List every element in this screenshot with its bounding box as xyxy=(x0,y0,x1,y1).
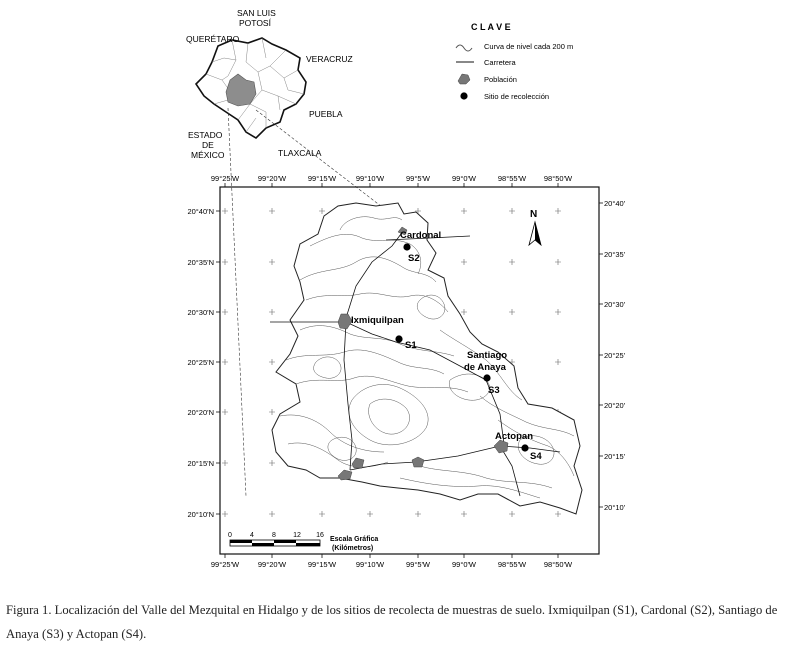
graticule-cross xyxy=(461,208,467,214)
scale-title: Escala Gráfica xyxy=(330,536,379,543)
scale-units: (Kilómetros) xyxy=(332,545,374,552)
graticule-cross xyxy=(555,359,561,365)
graticule-cross xyxy=(509,259,515,265)
site-s3-dot xyxy=(483,374,490,381)
graticule-cross xyxy=(461,309,467,315)
graticule-cross xyxy=(319,511,325,517)
graticule-cross xyxy=(269,409,275,415)
graticule-cross xyxy=(269,309,275,315)
lat-left-label: 20°20'N xyxy=(187,408,214,417)
state-label-potosi: POTOSÍ xyxy=(239,18,271,28)
graticule-cross xyxy=(509,309,515,315)
longitude-labels-top xyxy=(211,174,573,183)
lon-bottom-label: 98°55'W xyxy=(497,560,527,569)
state-label-tlaxcala: TLAXCALA xyxy=(278,148,322,158)
scale-bar xyxy=(228,532,378,552)
lat-left-label: 20°30'N xyxy=(187,308,214,317)
legend-label-site: Sitio de recolección xyxy=(484,92,550,101)
lon-bottom-label: 99°10'W xyxy=(355,560,385,569)
legend-label-contour: Curva de nivel cada 200 m xyxy=(484,42,574,51)
town-polygon-icon xyxy=(458,74,470,84)
site-label-s1: S1 xyxy=(405,340,417,351)
lon-top-label: 98°55'W xyxy=(497,174,527,183)
main-map xyxy=(187,174,625,569)
graticule-cross xyxy=(222,309,228,315)
lat-right-label: 20°10' xyxy=(604,503,626,512)
lat-left-label: 20°35'N xyxy=(187,258,214,267)
lon-top-label: 98°50'W xyxy=(543,174,573,183)
graticule-cross xyxy=(319,208,325,214)
legend-label-road: Carretera xyxy=(484,58,516,67)
graticule-cross xyxy=(461,259,467,265)
place-label-actopan: Actopan xyxy=(495,431,533,442)
graticule-cross xyxy=(555,259,561,265)
lon-bottom-label: 99°15'W xyxy=(307,560,337,569)
graticule-cross xyxy=(222,259,228,265)
graticule-cross xyxy=(509,208,515,214)
state-label-estado: ESTADO xyxy=(188,130,223,140)
state-label-de: DE xyxy=(202,140,214,150)
lon-top-label: 99°0'W xyxy=(451,174,477,183)
place-label-cardonal: Cardonal xyxy=(400,230,442,241)
lon-bottom-label: 99°20'W xyxy=(257,560,287,569)
site-label-s3: S3 xyxy=(488,385,500,396)
legend-label-town: Población xyxy=(484,75,517,84)
graticule-cross xyxy=(222,511,228,517)
north-label: N xyxy=(530,209,538,220)
graticule-cross xyxy=(222,359,228,365)
graticule-cross xyxy=(555,208,561,214)
place-label-ixmiquilpan: Ixmiquilpan xyxy=(351,315,404,326)
graticule-cross xyxy=(269,359,275,365)
legend xyxy=(456,22,573,101)
lat-left-label: 20°40'N xyxy=(187,207,214,216)
lat-right-label: 20°40' xyxy=(604,199,626,208)
lon-bottom-label: 99°0'W xyxy=(451,560,477,569)
collection-site-dot-icon xyxy=(460,92,467,99)
graticule-cross xyxy=(509,511,515,517)
graticule-cross xyxy=(269,511,275,517)
lon-bottom-label: 99°25'W xyxy=(210,560,240,569)
scale-tick-12: 12 xyxy=(293,532,301,539)
north-arrow xyxy=(529,209,541,245)
lat-right-label: 20°20' xyxy=(604,401,626,410)
place-label-de-anaya: de Anaya xyxy=(464,362,506,373)
graticule-cross xyxy=(222,409,228,415)
lat-right-label: 20°30' xyxy=(604,300,626,309)
site-label-s4: S4 xyxy=(530,451,542,462)
lon-top-label: 99°20'W xyxy=(257,174,287,183)
graticule-cross xyxy=(222,460,228,466)
graticule-cross xyxy=(269,208,275,214)
lat-left-label: 20°25'N xyxy=(187,358,214,367)
lat-right-label: 20°25' xyxy=(604,351,626,360)
longitude-labels-bottom xyxy=(211,560,573,569)
scale-tick-0: 0 xyxy=(228,532,232,539)
graticule-cross xyxy=(367,511,373,517)
place-label-santiago: Santiago xyxy=(467,350,508,361)
latitude-labels-right xyxy=(604,199,626,512)
lon-top-label: 99°10'W xyxy=(355,174,385,183)
state-label-mexico: MÉXICO xyxy=(191,150,225,160)
graticule-cross xyxy=(222,208,228,214)
lat-right-label: 20°15' xyxy=(604,452,626,461)
site-s1-dot xyxy=(395,335,402,342)
lat-right-label: 20°35' xyxy=(604,250,626,259)
graticule-cross xyxy=(555,511,561,517)
inset-connector-left xyxy=(228,108,246,496)
scale-tick-8: 8 xyxy=(272,532,276,539)
state-label-san-luis: SAN LUIS xyxy=(237,8,276,18)
state-label-queretaro: QUERÉTARO xyxy=(186,34,240,44)
graticule-cross xyxy=(269,460,275,466)
lon-bottom-label: 98°50'W xyxy=(543,560,573,569)
legend-title: C L A V E xyxy=(471,22,511,32)
site-s2-dot xyxy=(403,243,410,250)
scale-tick-4: 4 xyxy=(250,532,254,539)
site-label-s2: S2 xyxy=(408,253,420,264)
graticule-cross xyxy=(555,309,561,315)
figure-caption: Figura 1. Localización del Valle del Mezquital en Hidalgo y de los sitios de recolecta de muestras de suelo. Ixmiquilpan (S1), Cardonal (S2), Santiago de Anaya (S3) y Actopan (S4). xyxy=(6,603,778,641)
graticule-cross xyxy=(415,511,421,517)
lon-top-label: 99°25'W xyxy=(210,174,240,183)
lon-top-label: 99°5'W xyxy=(405,174,431,183)
graticule-cross xyxy=(269,259,275,265)
lat-left-label: 20°15'N xyxy=(187,459,214,468)
inset-map xyxy=(186,8,353,160)
scale-tick-16: 16 xyxy=(316,532,324,539)
lon-top-label: 99°15'W xyxy=(307,174,337,183)
graticule-cross xyxy=(461,511,467,517)
site-s4-dot xyxy=(521,444,528,451)
valley-outline xyxy=(272,203,582,514)
latitude-labels-left xyxy=(187,207,214,519)
state-label-puebla: PUEBLA xyxy=(309,109,343,119)
lat-left-label: 20°10'N xyxy=(187,510,214,519)
lon-bottom-label: 99°5'W xyxy=(405,560,431,569)
state-label-veracruz: VERACRUZ xyxy=(306,54,353,64)
contour-line-icon xyxy=(456,45,472,51)
